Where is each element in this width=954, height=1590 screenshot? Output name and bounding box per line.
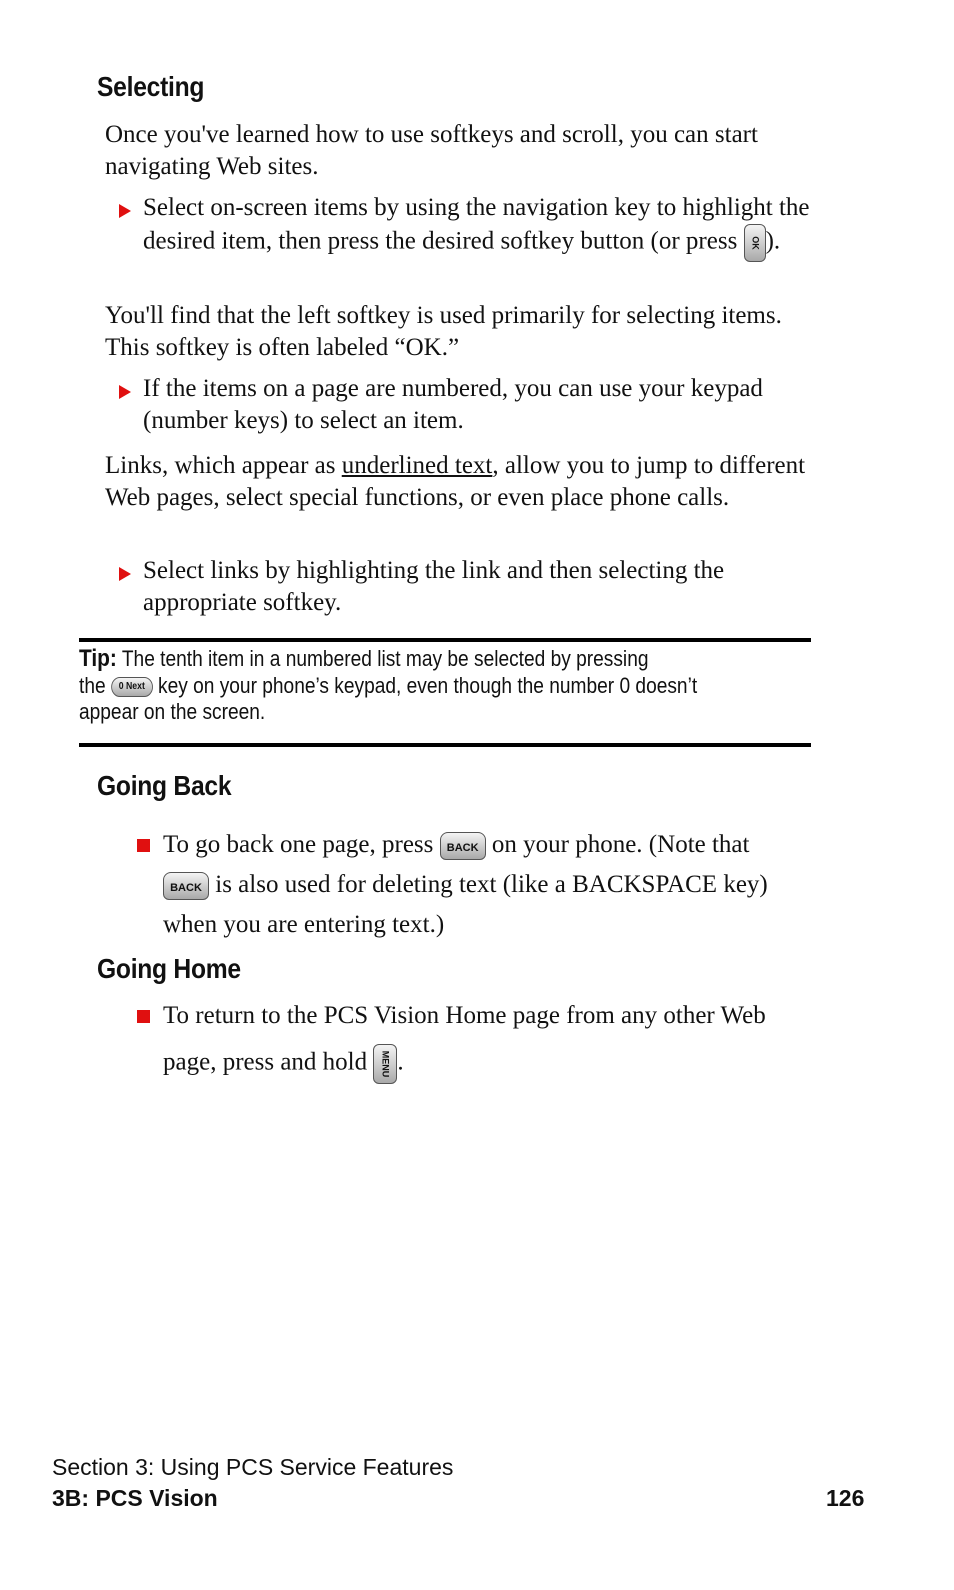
square-bullet-icon	[137, 839, 150, 852]
tip-line-2	[79, 673, 775, 700]
going-home-line-1: To return to the PCS Vision Home page from any other Web	[163, 1002, 766, 1029]
zero-next-key-icon: 0 Next	[111, 677, 153, 697]
bullet-numbered-items-text: If the items on a page are numbered, you can use your keypad (number keys) to select an item.	[143, 375, 763, 434]
ok-key-icon: OK	[744, 224, 766, 262]
bullet-select-links	[105, 555, 823, 619]
triangle-bullet-icon	[119, 204, 131, 218]
tip-line-2-start: the	[79, 672, 111, 698]
going-home-item	[137, 1000, 843, 1084]
page-number: 126	[826, 1485, 865, 1511]
tip-bottom-rule	[79, 743, 811, 747]
tip-line-3: appear on the screen.	[79, 699, 266, 724]
footer-chapter: 3B: PCS Vision	[52, 1485, 218, 1511]
selecting-para-softkey: You'll find that the left softkey is used primarily for selecting items. This softkey is often labeled “OK.”	[105, 302, 782, 361]
bullet-select-links-text: Select links by highlighting the link and then selecting the appropriate softkey.	[143, 557, 725, 616]
going-back-text-after: is also used for deleting text (like a BACKSPACE key)	[215, 871, 768, 898]
tip-line-1	[79, 646, 775, 673]
back-key-icon: BACK	[440, 832, 486, 860]
bullet-select-items-end: ).	[765, 227, 781, 255]
heading-going-home: Going Home	[97, 953, 241, 984]
selecting-para-links	[105, 450, 815, 514]
footer-section: Section 3: Using PCS Service Features	[52, 1454, 454, 1480]
heading-going-back: Going Back	[97, 770, 232, 801]
going-back-text-before: To go back one page, press	[163, 831, 440, 858]
bullet-select-items	[105, 192, 823, 262]
going-home-line-2-text: page, press and hold	[163, 1048, 374, 1076]
back-key-icon: BACK	[163, 872, 209, 900]
links-text-end: , allow you to jump to different Web pages, select special functions, or even place phone calls.	[105, 452, 806, 511]
tip-label: Tip:	[79, 645, 117, 672]
triangle-bullet-icon	[119, 385, 131, 399]
going-home-line-2	[163, 1044, 843, 1084]
underlined-text-example: underlined text	[341, 452, 493, 479]
square-bullet-icon	[137, 1010, 150, 1023]
links-text-start: Links, which appear as	[105, 452, 342, 479]
going-home-line-2-end: .	[397, 1048, 404, 1076]
going-back-text-end: when you are entering text.)	[163, 911, 445, 938]
tip-top-rule	[79, 638, 811, 642]
going-back-item	[137, 825, 843, 945]
selecting-intro: Once you've learned how to use softkeys and scroll, you can start navigating Web sites.	[105, 121, 758, 180]
going-back-text-middle: on your phone. (Note that	[491, 831, 750, 858]
bullet-numbered-items	[105, 373, 823, 437]
tip-line-1-text: The tenth item in a numbered list may be selected by pressing	[116, 646, 649, 671]
tip-line-2-end: key on your phone’s keypad, even though the number 0 doesn’t	[152, 672, 698, 698]
bullet-select-items-text: Select on-screen items by using the navigation key to highlight the desired item, then press the desired softkey button (or press	[143, 194, 810, 255]
menu-key-icon: MENU	[373, 1044, 397, 1084]
tip-box	[79, 646, 775, 726]
triangle-bullet-icon	[119, 567, 131, 581]
heading-selecting: Selecting	[97, 71, 205, 102]
